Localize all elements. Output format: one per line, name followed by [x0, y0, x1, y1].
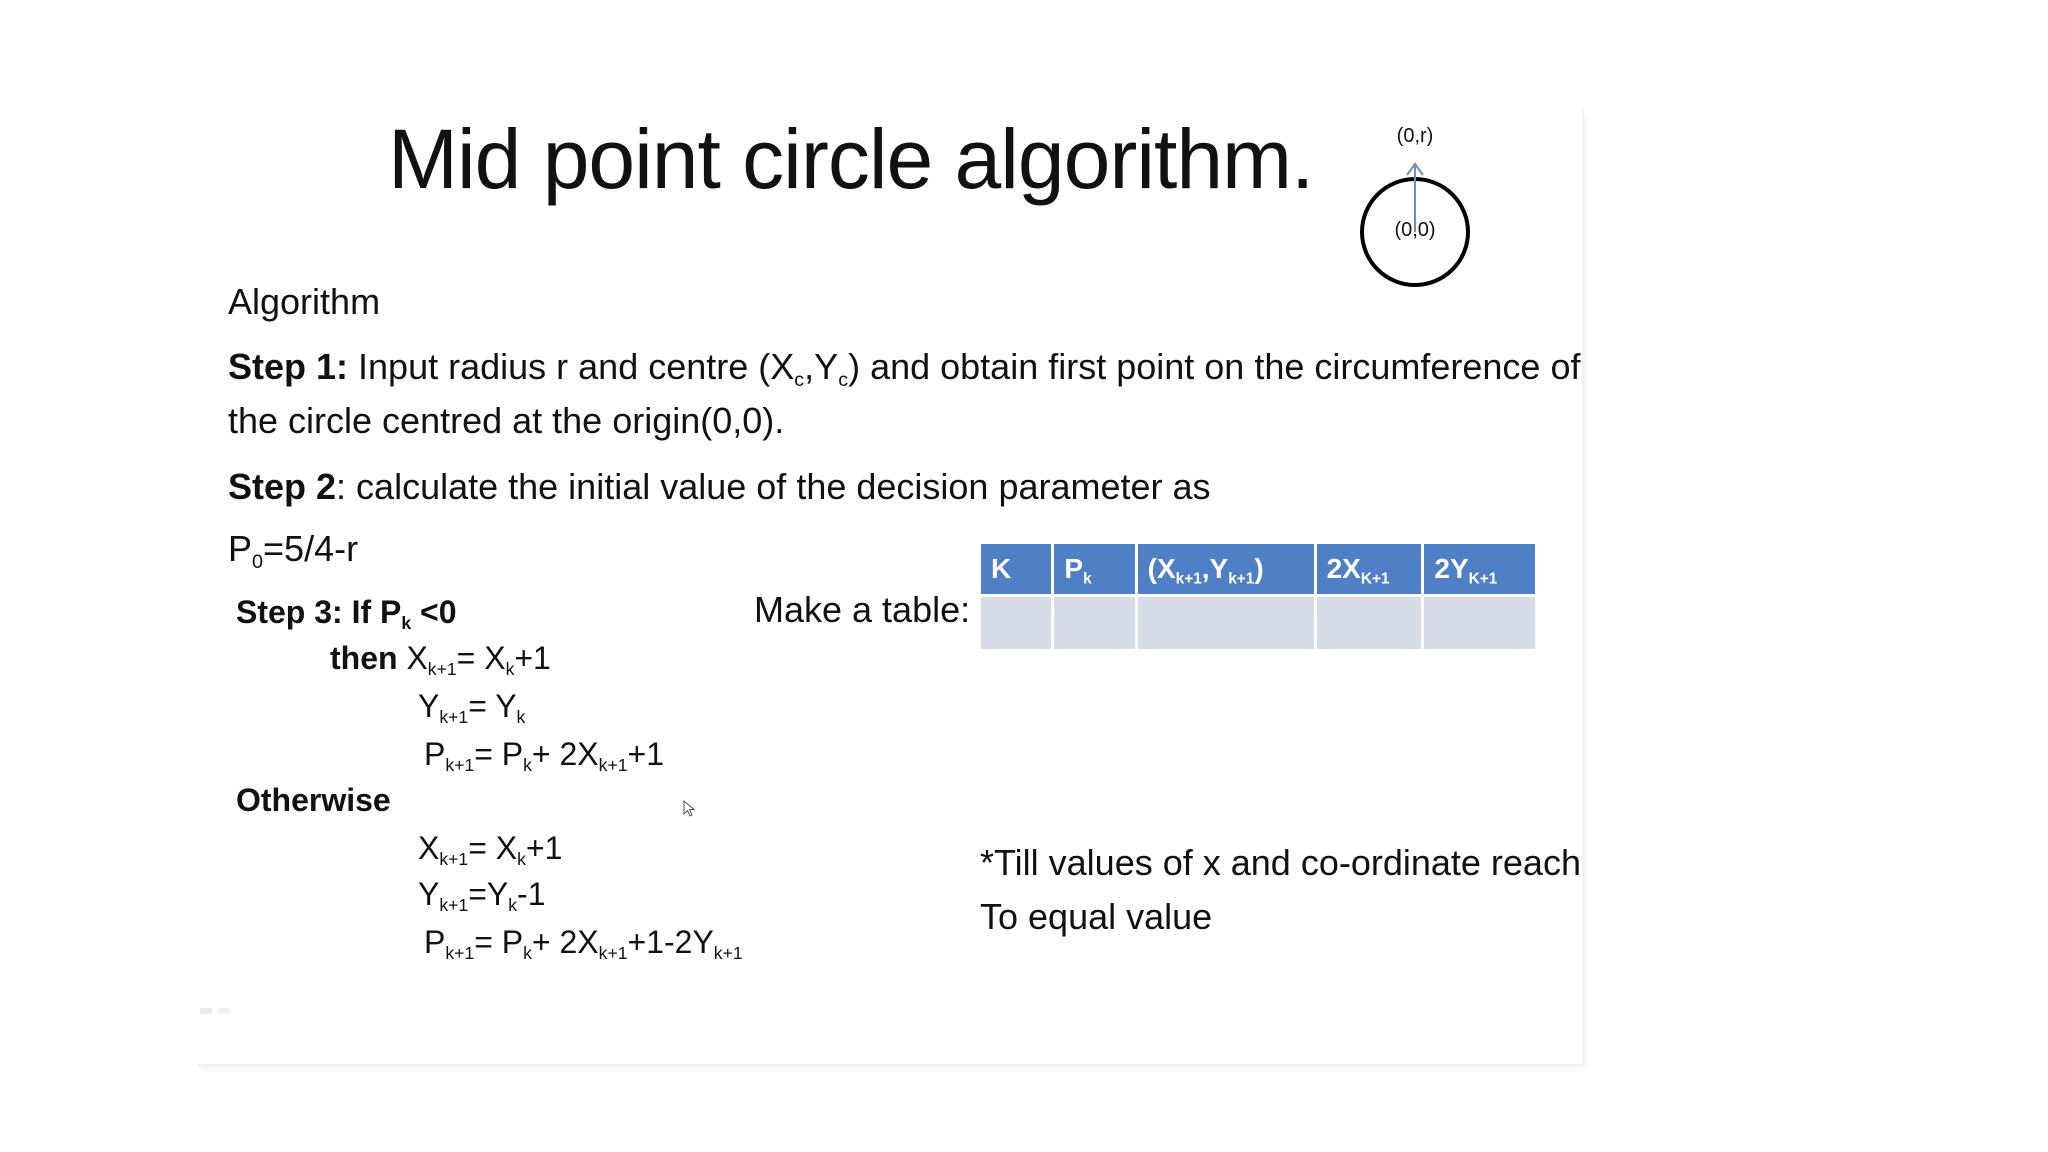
- step-3-then-x: then $X_{k+1}= X_k+1$: [330, 640, 551, 680]
- slide-title: Mid point circle algorithm.: [388, 112, 1314, 206]
- note-line-2: To equal value: [980, 896, 1213, 937]
- step-3-label-a: Step 3: If P: [236, 594, 402, 630]
- step-2: [228, 460, 1211, 514]
- p0-sub: 0: [252, 550, 264, 573]
- otherwise-x: $X_{k+1}= X_k+1$: [418, 830, 563, 870]
- step-1-text-a: Input radius r and centre (X: [348, 346, 795, 387]
- note: [980, 836, 1581, 944]
- table-header-row: [981, 544, 1535, 597]
- step-2-text: : calculate the initial value of the decision parameter as: [336, 466, 1211, 507]
- label-top: (0,r): [1396, 125, 1434, 147]
- step-2-label: Step 2: [228, 466, 337, 507]
- step-1-text-c: ) and obtain first point on the circumference of: [848, 346, 1581, 387]
- step-3-heading: [236, 590, 457, 634]
- step-3-label-b: <0: [411, 594, 457, 630]
- make-table-label: Make a table:: [754, 589, 971, 630]
- otherwise-p: $P_{k+1}= P_k+ 2X_{k+1}+1-2Y_{k+1}$: [424, 924, 743, 964]
- initial-parameter: [228, 522, 358, 576]
- circle-diagram: [1350, 120, 1480, 302]
- table-cell: [1424, 597, 1535, 649]
- then-word: then: [330, 640, 398, 676]
- p0-base: P: [228, 528, 253, 569]
- algorithm-heading: Algorithm: [228, 281, 381, 322]
- label-center: (0,0): [1394, 219, 1436, 241]
- mouse-cursor-icon: [683, 800, 697, 818]
- step-1-sub-b: c: [838, 368, 849, 391]
- step-1-text-b: ,Y: [804, 346, 839, 387]
- step-3-then-y: $Y_{k+1}= Y_k$: [418, 688, 526, 728]
- table-cell: [1317, 597, 1422, 649]
- col-2y: $2Y_{K+1}$: [1424, 544, 1535, 597]
- step-3-then-p: $P_{k+1}= P_k+ 2X_{k+1}+1$: [424, 736, 664, 776]
- step-1-label: Step 1:: [228, 346, 349, 387]
- step-1: [228, 340, 1580, 448]
- table-cell: [1138, 597, 1314, 649]
- table-cell: [1054, 597, 1134, 649]
- values-table: [978, 544, 1538, 649]
- col-pk: $P_k$: [1054, 544, 1134, 597]
- note-line-1: *Till values of x and co-ordinate reach: [980, 842, 1581, 883]
- table-cell: [981, 597, 1051, 649]
- slide-controls-icon: [200, 1006, 240, 1016]
- col-k: K: [981, 544, 1051, 597]
- step-1-sub-a: c: [794, 368, 805, 391]
- step-1-line-2: the circle centred at the origin(0,0).: [228, 400, 785, 441]
- otherwise-y: $Y_{k+1}=Y_k-1$: [418, 876, 546, 916]
- p0-rest: =5/4-r: [263, 528, 359, 569]
- table-row: [981, 597, 1535, 649]
- col-xy: $(X_{k+1},Y_{k+1})$: [1138, 544, 1314, 597]
- otherwise-label: Otherwise: [236, 782, 391, 818]
- step-3-label-sub: k: [401, 613, 412, 634]
- col-2x: $2X_{K+1}$: [1317, 544, 1422, 597]
